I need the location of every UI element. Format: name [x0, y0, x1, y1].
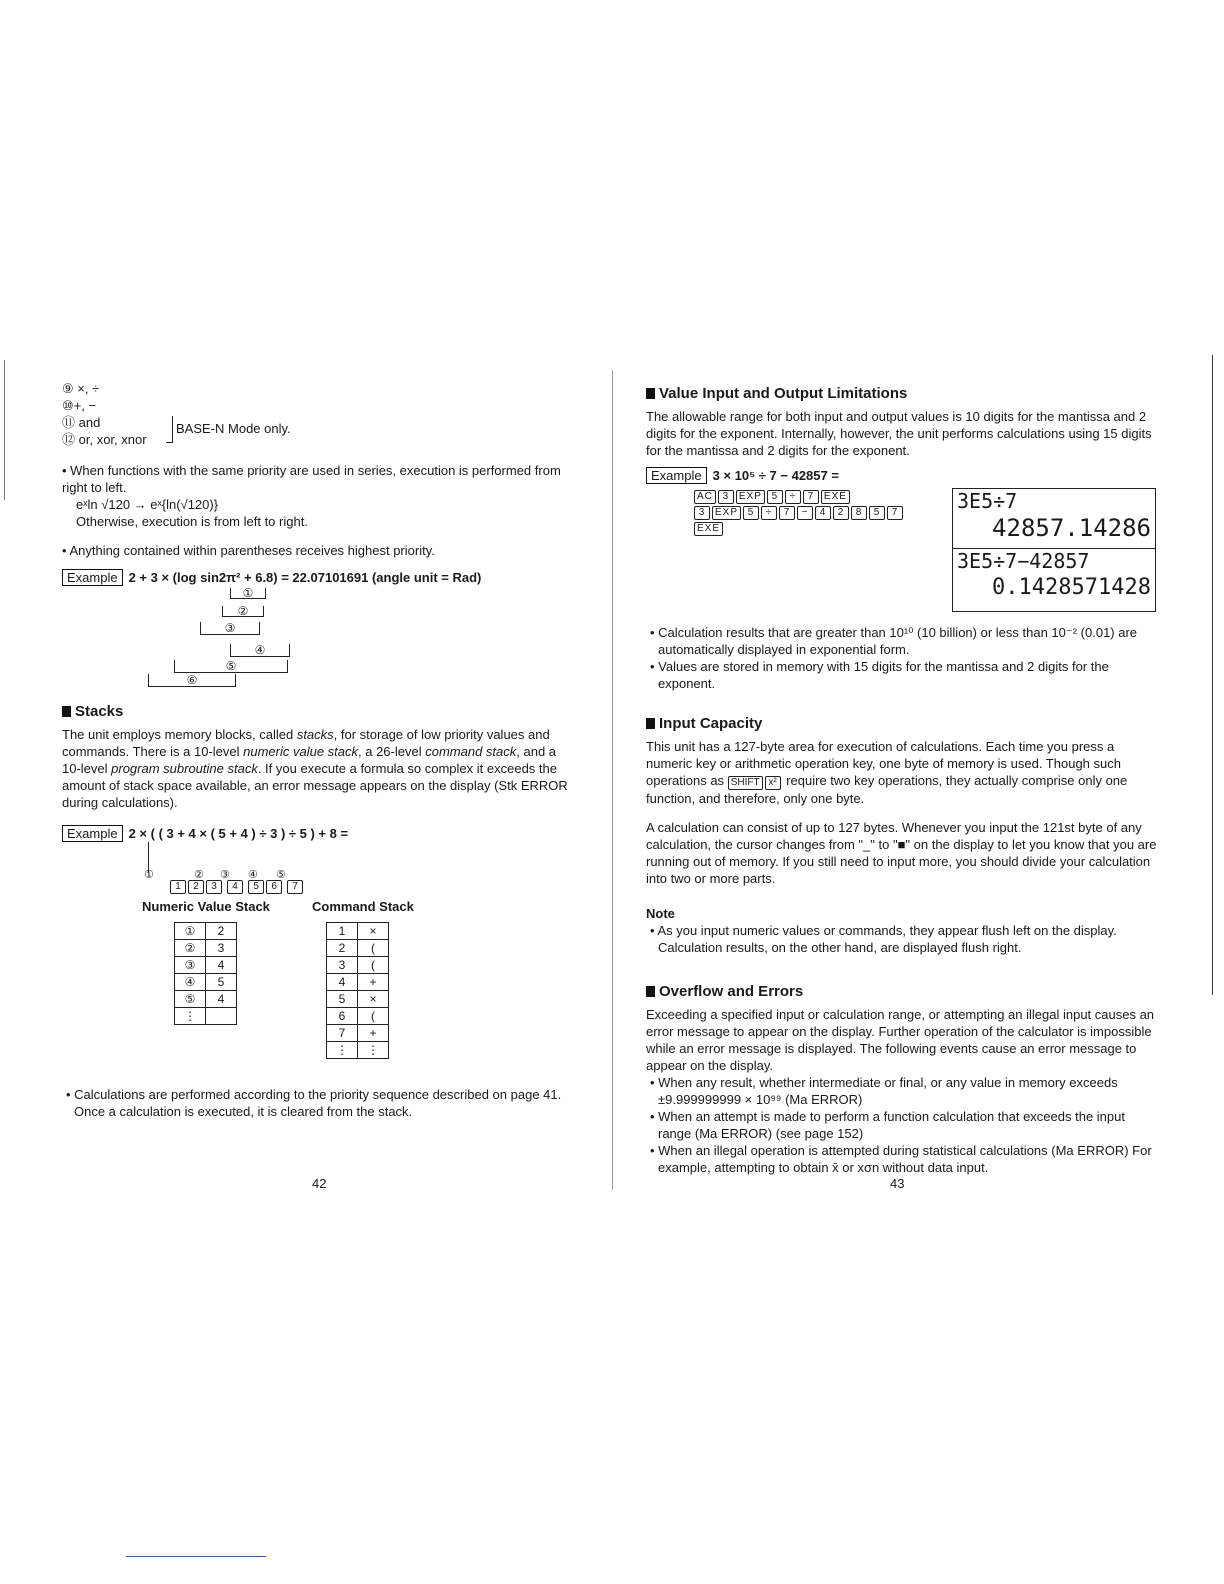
value-mark: ③ — [220, 869, 230, 881]
stack-row — [327, 1025, 389, 1042]
stack-value: 2 — [206, 923, 237, 940]
bracket — [166, 416, 173, 443]
key-sequence-2 — [694, 506, 905, 520]
page-number-42: 42 — [312, 1176, 327, 1191]
input-capacity-paragraph-1: This unit has a 127-byte area for execution of calculations. Each time you press a numeric key or arithmetic operation key, one byte of memory is used. Though such operations as SHIFT x² require two key operations, they actually comprise only one function, and therefore, only one byte. — [646, 739, 1128, 806]
lcd2-line1: 3E5÷7−42857 — [957, 549, 1090, 573]
heading-bullet-icon — [646, 718, 655, 729]
stack-index: 7 — [327, 1025, 358, 1042]
value-mark: ⑤ — [276, 869, 286, 881]
note-heading: Note — [646, 906, 675, 921]
heading-bullet-icon — [646, 388, 655, 399]
base-n-label: BASE-N Mode only. — [176, 421, 291, 436]
x-squared-key-icon: x² — [765, 776, 781, 790]
key-icon: 3 — [694, 506, 710, 520]
key-icon: 4 — [815, 506, 831, 520]
stack-row — [327, 957, 389, 974]
key-icon: ÷ — [761, 506, 777, 520]
stack-row — [327, 991, 389, 1008]
stack-index: ⋮ — [175, 1008, 206, 1025]
center-gutter — [612, 370, 613, 1190]
right-page — [646, 384, 1158, 1176]
bullet-exponential: • Calculation results that are greater than 10¹⁰ (10 billion) or less than 10⁻² (0.01) are automatically displayed in exponential form. — [650, 625, 1138, 657]
lcd-display-2 — [952, 548, 1156, 612]
stack-value: + — [358, 974, 389, 991]
priority-list — [62, 380, 582, 448]
stack-index: ① — [175, 923, 206, 940]
priority-item: ⑩+, − — [62, 398, 97, 413]
key-icon: 2 — [833, 506, 849, 520]
step-4: ④ — [230, 644, 290, 657]
key-icon: 5 — [743, 506, 759, 520]
lcd1-line1: 3E5÷7 — [957, 489, 1018, 513]
key-icon: AC — [694, 490, 716, 504]
priority-item: ⑪ and — [62, 415, 101, 430]
stack-index: 4 — [327, 974, 358, 991]
overflow-bullet: • When an illegal operation is attempted during statistical calculations (Ma ERROR) For example, attempting to obtain x̄ or xσn without data input. — [650, 1143, 1152, 1175]
stack-index: ③ — [175, 957, 206, 974]
key-icon: ÷ — [785, 490, 801, 504]
lcd1-line2: 42857.14286 — [992, 514, 1151, 542]
stacks-paragraph: The unit employs memory blocks, called stacks, for storage of low priority values and commands. There is a 10-level numeric value stack, a 26-level command stack, and a 10-level program subroutine stack. If you execute a formula so complex it exceeds the amount of stack space available, an error message appears on the display (Stk ERROR during calculations). — [62, 727, 568, 810]
stack-row — [175, 1008, 237, 1025]
io-example — [646, 467, 1158, 484]
numeric-value-stack — [174, 922, 237, 1025]
value-io-paragraph: The allowable range for both input and output values is 10 digits for the mantissa and 2 digits for the exponent. Internally, however, the unit performs calculations using 15 digits for the mantissa and 2 digits for the exponent. — [646, 409, 1152, 458]
input-capacity-heading: Input Capacity — [646, 714, 1158, 734]
value-mark: ① — [144, 869, 154, 881]
example-label: Example — [62, 825, 123, 842]
stack-index: 1 — [327, 923, 358, 940]
stack-value: × — [358, 923, 389, 940]
bottom-link-line — [126, 1556, 266, 1557]
stack-row — [175, 923, 237, 940]
stack-row — [327, 1042, 389, 1059]
input-capacity-paragraph-2: A calculation can consist of up to 127 bytes. Whenever you input the 121st byte of any calculation, the cursor changes from "_" to "■" on the display to let you know that you are running out of memory. If you still need to input more, you should divide your calculation into two or more parts. — [646, 820, 1157, 886]
priority-item: ⑫ or, xor, xnor — [62, 432, 147, 447]
example2 — [62, 825, 582, 842]
value-mark: ④ — [248, 869, 258, 881]
stacks-heading: Stacks — [62, 702, 582, 722]
left-page-edge — [4, 360, 5, 500]
value-io-heading: Value Input and Output Limitations — [646, 384, 1158, 404]
lcd2-line2: 0.1428571428 — [992, 575, 1151, 600]
key-sequence-3 — [694, 522, 725, 536]
key-icon: 5 — [767, 490, 783, 504]
shift-key-icon: SHIFT — [728, 776, 763, 790]
key-icon: 5 — [869, 506, 885, 520]
bullet-parentheses: • Anything contained within parentheses receives highest priority. — [62, 543, 435, 558]
step-3: ③ — [200, 622, 260, 635]
command-stack-title: Command Stack — [312, 899, 414, 914]
key-icon: EXE — [821, 490, 850, 504]
overflow-paragraph: Exceeding a specified input or calculation range, or attempting an illegal input causes an error message to appear on the display. Further operation of the calculator is impossible while an error message is displayed. The following events cause an error message to appear on the display. — [646, 1007, 1155, 1073]
overflow-bullet: • When an attempt is made to perform a function calculation that exceeds the input range (Ma ERROR) (see page 152) — [650, 1109, 1125, 1141]
stack-value: + — [358, 1025, 389, 1042]
example-label: Example — [646, 467, 707, 484]
heading-bullet-icon — [62, 706, 71, 717]
stack-index: 6 — [327, 1008, 358, 1025]
stack-value: ( — [358, 1008, 389, 1025]
page-number-43: 43 — [890, 1176, 905, 1191]
io-example-area — [646, 484, 1158, 624]
stack-index: ② — [175, 940, 206, 957]
stack-value — [206, 1008, 237, 1025]
stack-index: ⋮ — [327, 1042, 358, 1059]
stack-index: 2 — [327, 940, 358, 957]
stack-row — [327, 1008, 389, 1025]
stack-index: 5 — [327, 991, 358, 1008]
stack-value: ( — [358, 957, 389, 974]
key-icon: 7 — [803, 490, 819, 504]
example1-expression: 2 + 3 × (log sin2π² + 6.8) = 22.07101691 (angle unit = Rad) — [128, 570, 482, 585]
same-priority-example: eˣln √120 → eˣ{ln(√120)} — [76, 497, 219, 512]
bullet-memory: • Values are stored in memory with 15 digits for the mantissa and 2 digits for the exponent. — [650, 659, 1109, 691]
numeric-stack-title: Numeric Value Stack — [142, 899, 270, 914]
stack-row — [327, 940, 389, 957]
stack-row — [327, 974, 389, 991]
bullet-same-priority: • When functions with the same priority are used in series, execution is performed from right to left. — [62, 463, 561, 495]
key-icon: 3 — [718, 490, 734, 504]
step-5: ⑤ — [174, 660, 288, 673]
otherwise-text: Otherwise, execution is from left to right. — [76, 514, 308, 529]
overflow-bullet: • When any result, whether intermediate or final, or any value in memory exceeds ±9.999999999 × 10⁹⁹ (Ma ERROR) — [650, 1075, 1118, 1107]
lcd-display-1 — [952, 488, 1156, 552]
stack-row — [175, 957, 237, 974]
key-icon: EXP — [736, 490, 765, 504]
stack-value: × — [358, 991, 389, 1008]
step-6: ⑥ — [148, 674, 236, 687]
stack-row — [175, 940, 237, 957]
note-text: • As you input numeric values or commands, they appear flush left on the display. Calculation results, on the other hand, are displayed flush right. — [650, 923, 1117, 955]
stack-row — [175, 991, 237, 1008]
heading-bullet-icon — [646, 986, 655, 997]
key-icon: − — [797, 506, 813, 520]
stack-index: ④ — [175, 974, 206, 991]
value-mark: ② — [194, 869, 204, 881]
stack-index: ⑤ — [175, 991, 206, 1008]
key-icon: 8 — [851, 506, 867, 520]
right-page-edge — [1212, 355, 1213, 995]
stack-value: ⋮ — [358, 1042, 389, 1059]
key-icon: 7 — [779, 506, 795, 520]
stack-value: 4 — [206, 957, 237, 974]
example1-steps-diagram — [62, 586, 582, 686]
key-icon: EXE — [694, 522, 723, 536]
stack-row — [327, 923, 389, 940]
example-label: Example — [62, 569, 123, 586]
left-page — [62, 380, 582, 1120]
key-icon: 7 — [887, 506, 903, 520]
stacks-tables — [62, 898, 582, 1078]
stack-value: 4 — [206, 991, 237, 1008]
priority-item: ⑨ ×, ÷ — [62, 381, 100, 396]
example2-expression: 2 × ( ( 3 + 4 × ( 5 + 4 ) ÷ 3 ) ÷ 5 ) + 8 = — [128, 826, 349, 841]
key-sequence-1 — [694, 490, 852, 504]
step-1: ① — [230, 588, 266, 599]
command-stack — [326, 922, 389, 1059]
overflow-heading: Overflow and Errors — [646, 982, 1158, 1002]
key-icon: EXP — [712, 506, 741, 520]
stack-value: ( — [358, 940, 389, 957]
example1 — [62, 569, 582, 586]
io-example-expression: 3 × 10⁵ ÷ 7 − 42857 = — [712, 468, 839, 483]
stack-value: 3 — [206, 940, 237, 957]
bullet-calculations: • Calculations are performed according to the priority sequence described on page 41. Once a calculation is executed, it is cleared from the stack. — [66, 1087, 562, 1119]
stack-index: 3 — [327, 957, 358, 974]
stack-value: 5 — [206, 974, 237, 991]
example2-arrows — [62, 842, 582, 892]
stack-row — [175, 974, 237, 991]
command-marks: 1 2 3 4 5 6 7 — [170, 880, 305, 894]
step-2: ② — [222, 606, 264, 617]
